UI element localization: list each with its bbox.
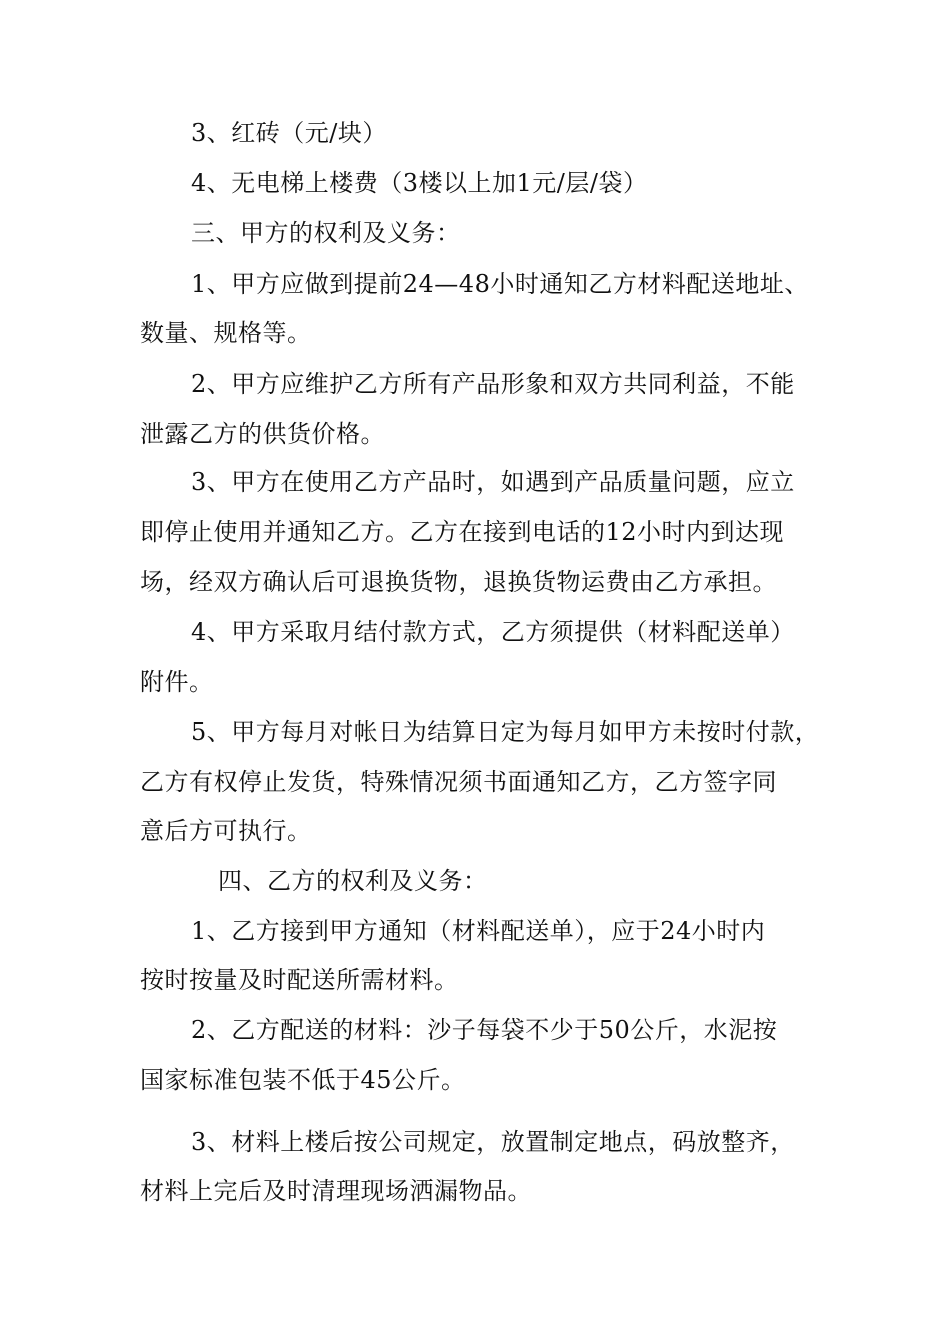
clause-a5-line3: 意后方可执行。 <box>140 817 312 845</box>
section-heading-party-b: 四、乙方的权利及义务： <box>218 867 488 895</box>
clause-a5-line2: 乙方有权停止发货，特殊情况须书面通知乙方，乙方签字同 <box>140 768 777 796</box>
clause-a3-line1: 3、甲方在使用乙方产品时，如遇到产品质量问题，应立 <box>191 468 795 496</box>
item-red-brick: 3、红砖（元/块） <box>191 119 387 147</box>
clause-b3-line1: 3、材料上楼后按公司规定，放置制定地点，码放整齐， <box>191 1128 795 1156</box>
clause-a3-line3: 场，经双方确认后可退换货物，退换货物运费由乙方承担。 <box>140 568 777 596</box>
item-stair-fee: 4、无电梯上楼费（3楼以上加1元/层/袋） <box>191 169 648 197</box>
clause-a5-line1: 5、甲方每月对帐日为结算日定为每月如甲方未按时付款， <box>191 718 820 746</box>
clause-b3-line2: 材料上完后及时清理现场洒漏物品。 <box>140 1177 532 1205</box>
clause-a1-line1: 1、甲方应做到提前24—48小时通知乙方材料配送地址、 <box>191 270 809 298</box>
clause-b1-line2: 按时按量及时配送所需材料。 <box>140 966 459 994</box>
section-heading-party-a: 三、甲方的权利及义务： <box>191 219 461 247</box>
clause-a2-line2: 泄露乙方的供货价格。 <box>140 420 385 448</box>
clause-a3-line2: 即停止使用并通知乙方。乙方在接到电话的12小时内到达现 <box>140 518 785 546</box>
clause-a2-line1: 2、甲方应维护乙方所有产品形象和双方共同利益，不能 <box>191 370 795 398</box>
clause-b2-line1: 2、乙方配送的材料：沙子每袋不少于50公斤，水泥按 <box>191 1016 778 1044</box>
clause-a1-line2: 数量、规格等。 <box>140 319 312 347</box>
clause-a4-line2: 附件。 <box>140 668 214 696</box>
clause-b2-line2: 国家标准包装不低于45公斤。 <box>140 1066 466 1094</box>
clause-a4-line1: 4、甲方采取月结付款方式，乙方须提供（材料配送单） <box>191 618 795 646</box>
clause-b1-line1: 1、乙方接到甲方通知（材料配送单），应于24小时内 <box>191 917 766 945</box>
